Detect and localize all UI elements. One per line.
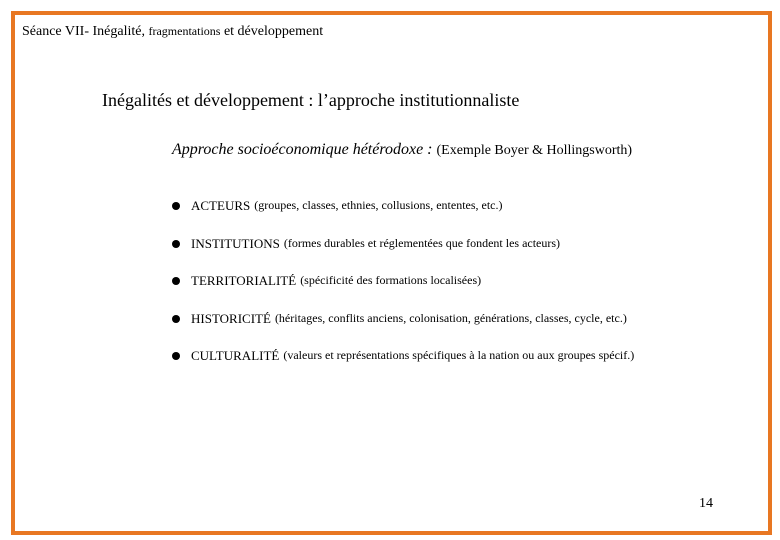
subtitle-italic: Approche socioéconomique hétérodoxe :	[172, 141, 437, 158]
bullet-detail: (spécificité des formations localisées)	[300, 273, 482, 287]
bullet-detail: (valeurs et représentations spécifiques à la nation ou aux groupes spécif.)	[283, 348, 635, 362]
slide-title: Inégalités et développement : l’approche institutionnaliste	[102, 90, 520, 110]
page-number: 14	[699, 496, 713, 511]
bullet-heading: CULTURALITÉ	[191, 348, 280, 363]
header-part-3: et développement	[220, 24, 324, 39]
bullet-list	[172, 198, 634, 386]
bullet-item-historicite	[172, 311, 634, 349]
bullet-heading: INSTITUTIONS	[191, 235, 280, 251]
bullet-detail: (formes durables et réglementées que fondent les acteurs)	[283, 235, 561, 250]
bullet-item-culturalite	[172, 348, 634, 386]
bullet-dot-icon	[172, 315, 180, 323]
bullet-item-acteurs	[172, 198, 634, 236]
slide-subtitle	[172, 141, 632, 159]
slide-header	[22, 24, 323, 40]
bullet-heading: ACTEURS	[191, 198, 251, 213]
bullet-item-institutions	[172, 236, 634, 274]
bullet-dot-icon	[172, 277, 180, 285]
header-part-1: Séance VII- Inégalité,	[22, 24, 149, 39]
bullet-heading: HISTORICITÉ	[191, 310, 271, 326]
bullet-detail: (groupes, classes, ethnies, collusions, ententes, etc.)	[254, 198, 503, 212]
bullet-heading: TERRITORIALITÉ	[191, 273, 297, 288]
bullet-dot-icon	[172, 240, 180, 248]
bullet-dot-icon	[172, 202, 180, 210]
bullet-item-territorialite	[172, 273, 634, 311]
header-part-2: fragmentations	[148, 24, 221, 38]
bullet-dot-icon	[172, 352, 180, 360]
subtitle-example: (Exemple Boyer & Hollingsworth)	[436, 143, 633, 158]
bullet-detail: (héritages, conflits anciens, colonisation, générations, classes, cycle, etc.)	[274, 310, 627, 325]
